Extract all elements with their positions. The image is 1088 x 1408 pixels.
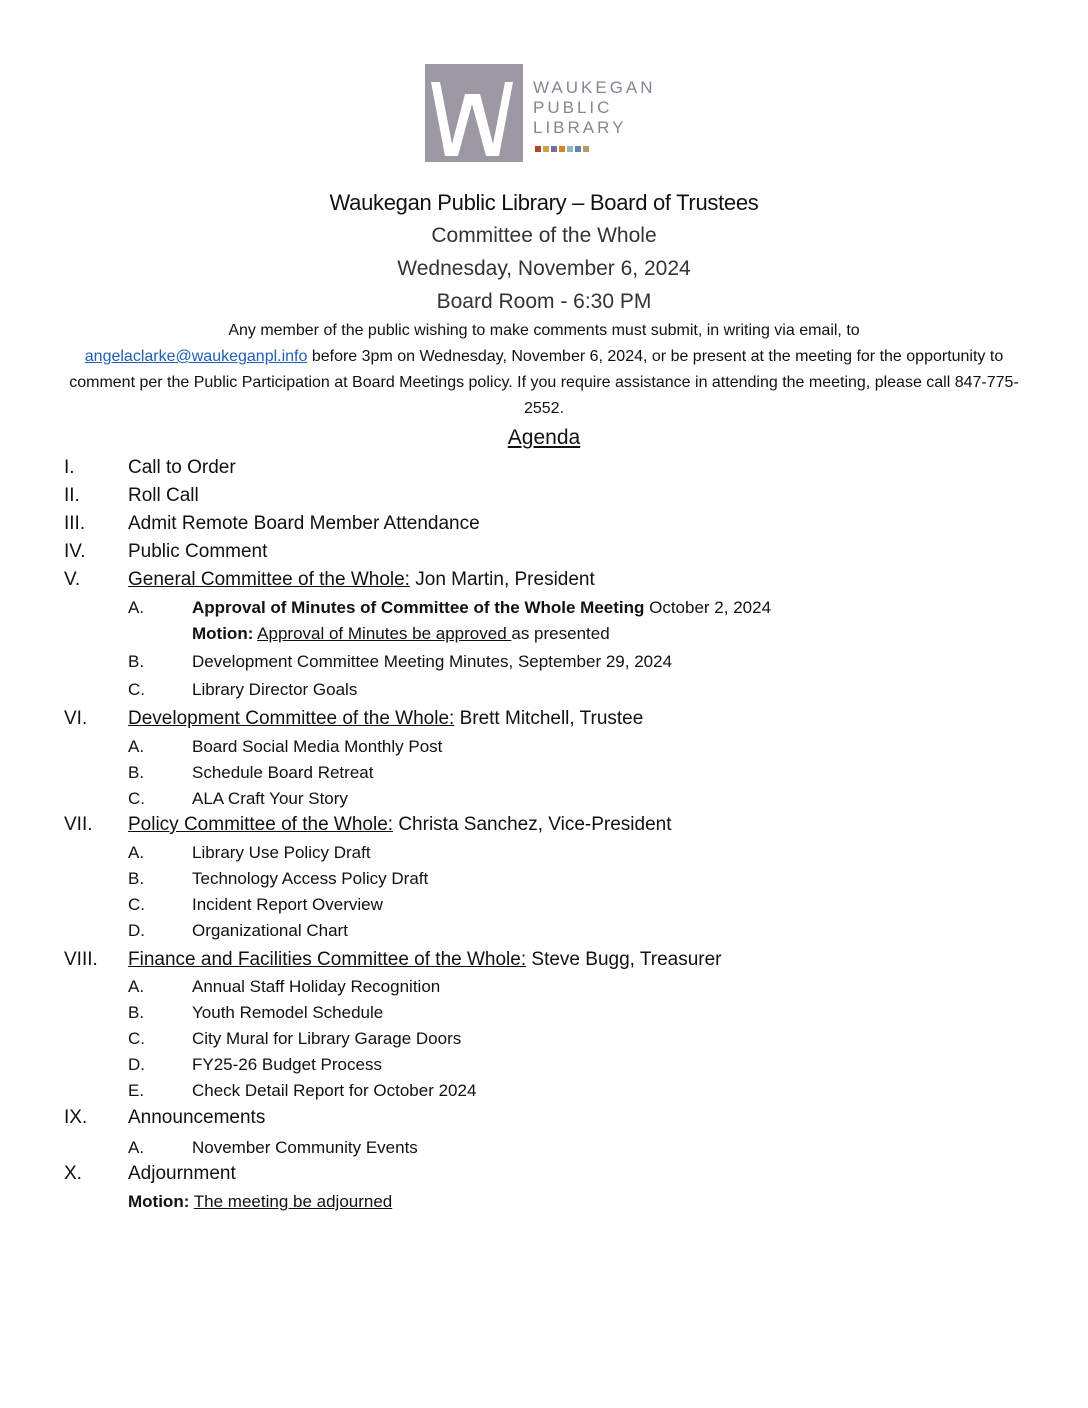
subitem-text: Annual Staff Holiday Recognition xyxy=(192,977,441,996)
motion-text: Motion: Approval of Minutes be approved as presented xyxy=(192,624,610,643)
library-logo xyxy=(425,64,675,164)
logo-square xyxy=(559,146,565,152)
subitem-letter: A. xyxy=(128,1138,145,1157)
agenda-subitem-vi-b xyxy=(0,760,1088,788)
logo-square xyxy=(567,146,573,152)
subitem-text: Organizational Chart xyxy=(192,921,348,940)
subitem-letter: C. xyxy=(128,680,145,699)
item-number: VIII. xyxy=(64,949,98,970)
subitem-text: Library Director Goals xyxy=(192,680,358,699)
meeting-location-time: Board Room - 6:30 PM xyxy=(436,290,652,313)
logo-line-1: WAUKEGAN xyxy=(533,78,656,97)
agenda-item-vii xyxy=(0,812,1088,840)
subitem-letter: B. xyxy=(128,652,145,671)
logo-wordmark xyxy=(533,78,656,138)
agenda-subitem-v-c xyxy=(0,677,1088,705)
committee-chair: Jon Martin, President xyxy=(409,569,595,590)
agenda-subitem-vi-c xyxy=(0,786,1088,814)
subitem-text: Board Social Media Monthly Post xyxy=(192,737,443,756)
logo-line-2: PUBLIC xyxy=(533,98,613,117)
agenda-item-v xyxy=(0,567,1088,595)
agenda-subitem-vii-a xyxy=(0,840,1088,868)
subitem-letter: A. xyxy=(128,977,145,996)
subitem-letter: B. xyxy=(128,1003,145,1022)
subitem-text: Check Detail Report for October 2024 xyxy=(192,1081,477,1100)
logo-square xyxy=(535,146,541,152)
agenda-item-i xyxy=(0,455,1088,483)
item-number: II. xyxy=(64,485,80,506)
public-comment-notice xyxy=(60,318,1028,422)
logo-w-glyph xyxy=(425,64,523,162)
subitem-letter: B. xyxy=(128,763,145,782)
committee-chair: Steve Bugg, Treasurer xyxy=(526,949,722,970)
subitem-text: Youth Remodel Schedule xyxy=(192,1003,384,1022)
subitem-text: Schedule Board Retreat xyxy=(192,763,374,782)
committee-chair: Brett Mitchell, Trustee xyxy=(454,708,644,729)
logo-square xyxy=(575,146,581,152)
agenda-subitem-vii-d xyxy=(0,918,1088,946)
committee-chair: Christa Sanchez, Vice-President xyxy=(393,814,672,835)
subitem-letter: E. xyxy=(128,1081,145,1100)
committee-name: Finance and Facilities Committee of the Whole: xyxy=(128,949,527,970)
agenda-subitem-vi-a xyxy=(0,734,1088,762)
subitem-text: November Community Events xyxy=(192,1138,418,1157)
agenda-subitem-v-a xyxy=(0,595,1088,623)
item-number: I. xyxy=(64,457,75,478)
item-number: VI. xyxy=(64,708,88,729)
item-number: V. xyxy=(64,569,81,590)
item-text: Public Comment xyxy=(128,541,268,562)
subitem-letter: C. xyxy=(128,1029,145,1048)
logo-color-squares xyxy=(535,146,589,156)
motion-v-a xyxy=(0,621,1088,649)
subitem-letter: D. xyxy=(128,1055,145,1074)
subitem-text: Incident Report Overview xyxy=(192,895,383,914)
meeting-date: Wednesday, November 6, 2024 xyxy=(397,257,691,280)
subitem-letter: B. xyxy=(128,869,145,888)
motion-text: Motion: The meeting be adjourned xyxy=(128,1192,393,1211)
agenda-subitem-viii-d xyxy=(0,1052,1088,1080)
agenda-subitem-viii-e xyxy=(0,1078,1088,1106)
item-text xyxy=(128,706,643,732)
logo-square xyxy=(543,146,549,152)
agenda-subitem-ix-a xyxy=(0,1135,1088,1163)
agenda-item-viii xyxy=(0,947,1088,975)
agenda-item-vi xyxy=(0,706,1088,734)
item-number: X. xyxy=(64,1163,82,1184)
item-text: Admit Remote Board Member Attendance xyxy=(128,513,480,534)
item-text xyxy=(128,812,672,838)
logo-mark xyxy=(425,64,523,162)
subitem-text: City Mural for Library Garage Doors xyxy=(192,1029,462,1048)
logo-square xyxy=(583,146,589,152)
item-number: III. xyxy=(64,513,86,534)
agenda-subitem-viii-b xyxy=(0,1000,1088,1028)
committee-name: General Committee of the Whole: xyxy=(128,569,410,590)
agenda-item-iii xyxy=(0,511,1088,539)
logo-line-3: LIBRARY xyxy=(533,118,627,137)
item-number: IX. xyxy=(64,1107,88,1128)
subitem-letter: A. xyxy=(128,843,145,862)
agenda-subitem-vii-b xyxy=(0,866,1088,894)
agenda-item-ix xyxy=(0,1105,1088,1133)
item-text: Adjournment xyxy=(128,1163,236,1184)
subitem-text: Technology Access Policy Draft xyxy=(192,869,429,888)
subitem-letter: C. xyxy=(128,789,145,808)
subitem-text: FY25-26 Budget Process xyxy=(192,1055,382,1074)
item-text: Call to Order xyxy=(128,457,236,478)
subitem-text: Library Use Policy Draft xyxy=(192,843,371,862)
notice-text-after: before 3pm on Wednesday, November 6, 2024, or be present at the meeting for the opportunity to comment per the Public Participation at Board Meetings policy. If you require assistance in attending the meeting, please call 847-775-2552. xyxy=(69,348,1019,417)
agenda-item-iv xyxy=(0,539,1088,567)
agenda-item-x xyxy=(0,1161,1088,1189)
committee-name: Policy Committee of the Whole: xyxy=(128,814,394,835)
committee-name: Development Committee of the Whole: xyxy=(128,708,455,729)
agenda-heading: Agenda xyxy=(507,426,581,449)
subitem-text: Approval of Minutes of Committee of the Whole Meeting October 2, 2024 xyxy=(192,598,772,617)
logo-square xyxy=(551,146,557,152)
motion-x xyxy=(0,1189,1088,1217)
document-title: Waukegan Public Library – Board of Trustees xyxy=(329,190,759,215)
agenda-subitem-v-b xyxy=(0,649,1088,677)
subitem-text: Development Committee Meeting Minutes, September 29, 2024 xyxy=(192,652,673,671)
item-text xyxy=(128,567,595,593)
agenda-subitem-vii-c xyxy=(0,892,1088,920)
item-text: Announcements xyxy=(128,1107,266,1128)
committee-name: Committee of the Whole xyxy=(431,224,657,247)
item-number: IV. xyxy=(64,541,86,562)
item-number: VII. xyxy=(64,814,93,835)
item-text: Roll Call xyxy=(128,485,199,506)
subitem-letter: C. xyxy=(128,895,145,914)
subitem-text: ALA Craft Your Story xyxy=(192,789,348,808)
email-link[interactable]: angelaclarke@waukeganpl.info xyxy=(84,348,308,365)
agenda-subitem-viii-c xyxy=(0,1026,1088,1054)
subitem-letter: A. xyxy=(128,598,145,617)
agenda-subitem-viii-a xyxy=(0,974,1088,1002)
subitem-letter: A. xyxy=(128,737,145,756)
subitem-letter: D. xyxy=(128,921,145,940)
item-text xyxy=(128,947,722,973)
agenda-item-ii xyxy=(0,483,1088,511)
notice-text-before: Any member of the public wishing to make comments must submit, in writing via email, to xyxy=(228,322,860,339)
